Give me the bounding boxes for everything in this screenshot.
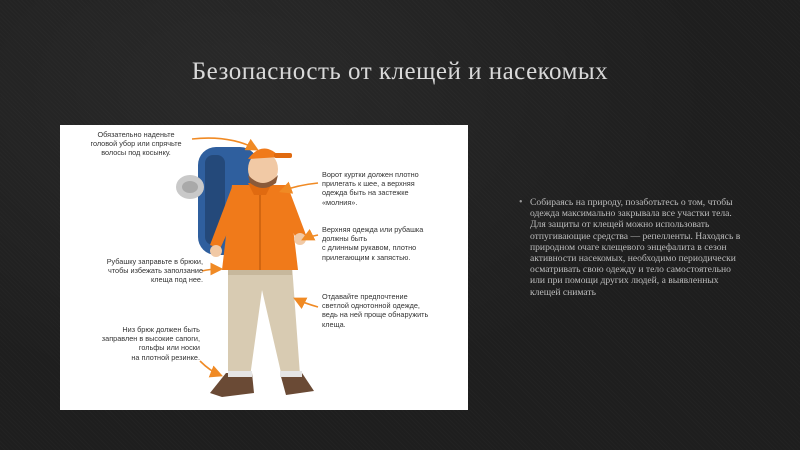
- boots-shape: [210, 371, 314, 397]
- tick-safety-illustration: [60, 125, 468, 410]
- arrow-boots: [200, 361, 220, 375]
- bullet-text: Собираясь на природу, позаботьтесь о том, чтобы одежда максимально закрывала все участки тела. Для защиты от клещей можно использовать отпугивающие средства — репелленты. Находясь в природном очаге клещевого энцефалита в сезон активности насекомых, необходимо периодически осматривать свою одежду и тело самостоятельно или при помощи других людей, а выявленных клещей снимать: [530, 197, 741, 298]
- note-color: Отдавайте предпочтение светлой однотонной одежде, ведь на ней проще обнаружить клеща.: [322, 292, 429, 329]
- bullet-marker: •: [519, 197, 523, 208]
- pants-shape: [228, 265, 300, 377]
- note-boots: Низ брюк должен быть заправлен в высокие сапоги, гольфы или носки на плотной резинке.: [101, 325, 200, 362]
- bullet-paragraph: [520, 197, 742, 298]
- arrow-sleeves: [304, 235, 318, 239]
- cap-icon: [248, 148, 292, 159]
- note-shirt: Рубашку заправьте в брюки, чтобы избежать заползание клеща под нее.: [106, 257, 203, 285]
- slide-title: Безопасность от клещей и насекомых: [191, 58, 609, 85]
- note-sleeves: Верхняя одежда или рубашка должны быть с длинным рукавом, плотно прилегающим к запястью.: [322, 225, 424, 262]
- note-headwear: Обязательно наденьте головой убор или спрячьте волосы под косынку.: [90, 130, 182, 158]
- left-hand-shape: [210, 245, 222, 257]
- note-collar: Ворот куртки должен плотно прилегать к шее, а верхняя одежда быть на застежке «молния».: [322, 170, 419, 207]
- arrow-color: [296, 299, 318, 307]
- arrow-shirt: [202, 269, 220, 271]
